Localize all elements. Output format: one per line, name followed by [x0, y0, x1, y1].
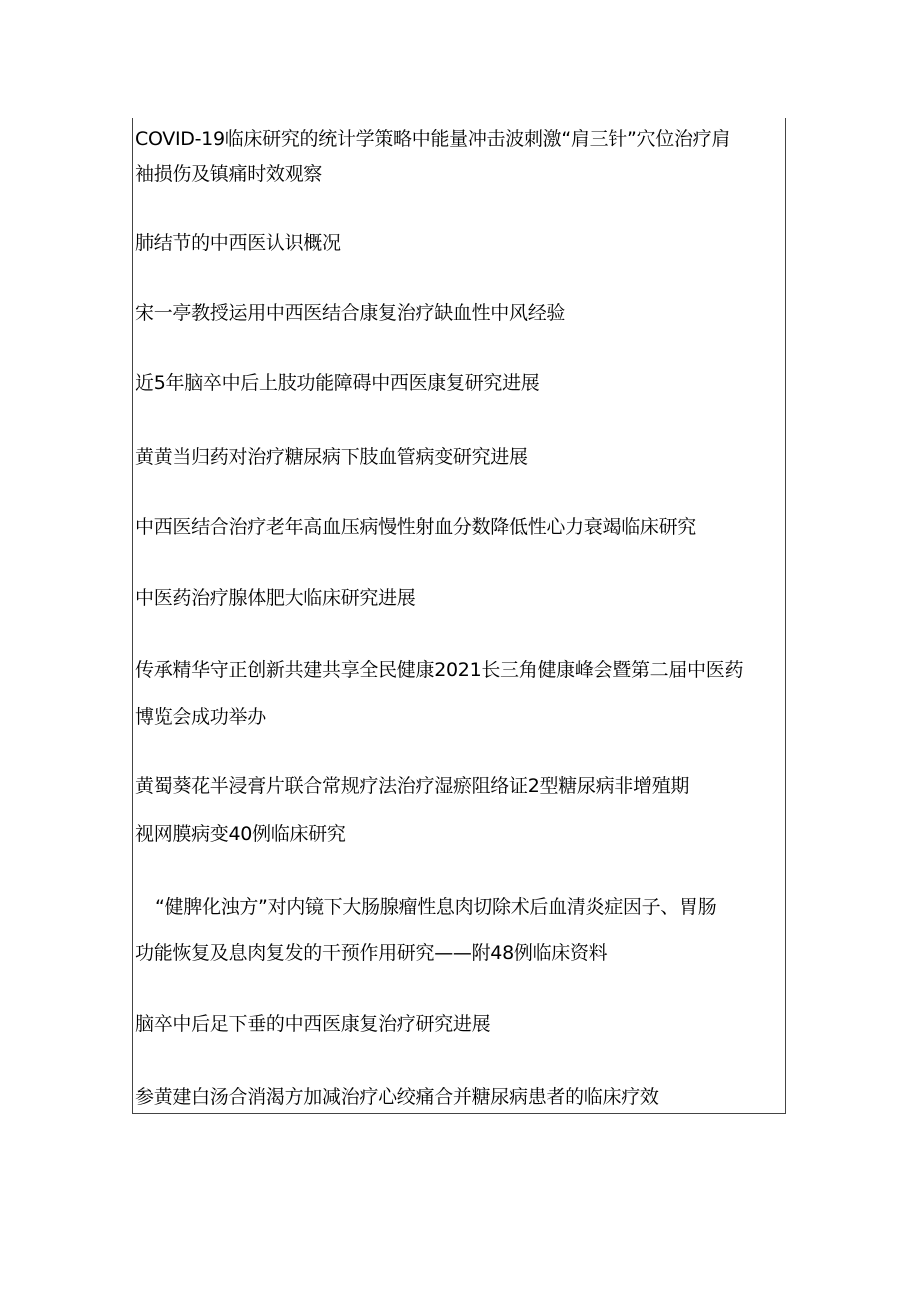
- entry-10-line-2: 功能恢复及息肉复发的干预作用研究——附48例临床资料: [135, 942, 608, 964]
- entry-9-line-1: 黄蜀葵花半浸膏片联合常规疗法治疗湿瘀阻络证2型糖尿病非增殖期: [135, 775, 690, 797]
- entry-2-line-1: 肺结节的中西医认识概况: [135, 232, 341, 254]
- entry-12-line-1: 参黄建白汤合消渴方加减治疗心绞痛合并糖尿病患者的临床疗效: [135, 1086, 659, 1108]
- entry-7-line-1: 中医药治疗腺体肥大临床研究进展: [135, 587, 416, 609]
- entry-1-line-2: 袖损伤及镇痛时效观察: [135, 163, 323, 185]
- entry-11-line-1: 脑卒中后足下垂的中西医康复治疗研究进展: [135, 1013, 491, 1035]
- entry-9-line-2: 视网膜病变40例临床研究: [135, 823, 346, 845]
- entry-8-line-1: 传承精华守正创新共建共享全民健康2021长三角健康峰会暨第二届中医药: [135, 659, 744, 681]
- entry-5-line-1: 黄黄当归药对治疗糖尿病下肢血管病变研究进展: [135, 446, 528, 468]
- entry-1-line-1: COVID-19临床研究的统计学策略中能量冲击波刺激“肩三针”穴位治疗肩: [135, 128, 731, 150]
- entry-8-line-2: 博览会成功举办: [135, 706, 266, 728]
- entry-4-line-1: 近5年脑卒中后上肢功能障碍中西医康复研究进展: [135, 372, 540, 394]
- document-frame: [132, 118, 786, 1114]
- entry-3-line-1: 宋一亭教授运用中西医结合康复治疗缺血性中风经验: [135, 302, 566, 324]
- entry-6-line-1: 中西医结合治疗老年高血压病慢性射血分数降低性心力衰竭临床研究: [135, 516, 697, 538]
- entry-10-line-1: “健脾化浊方”对内镜下大肠腺瘤性息肉切除术后血清炎症因子、胃肠: [155, 896, 717, 918]
